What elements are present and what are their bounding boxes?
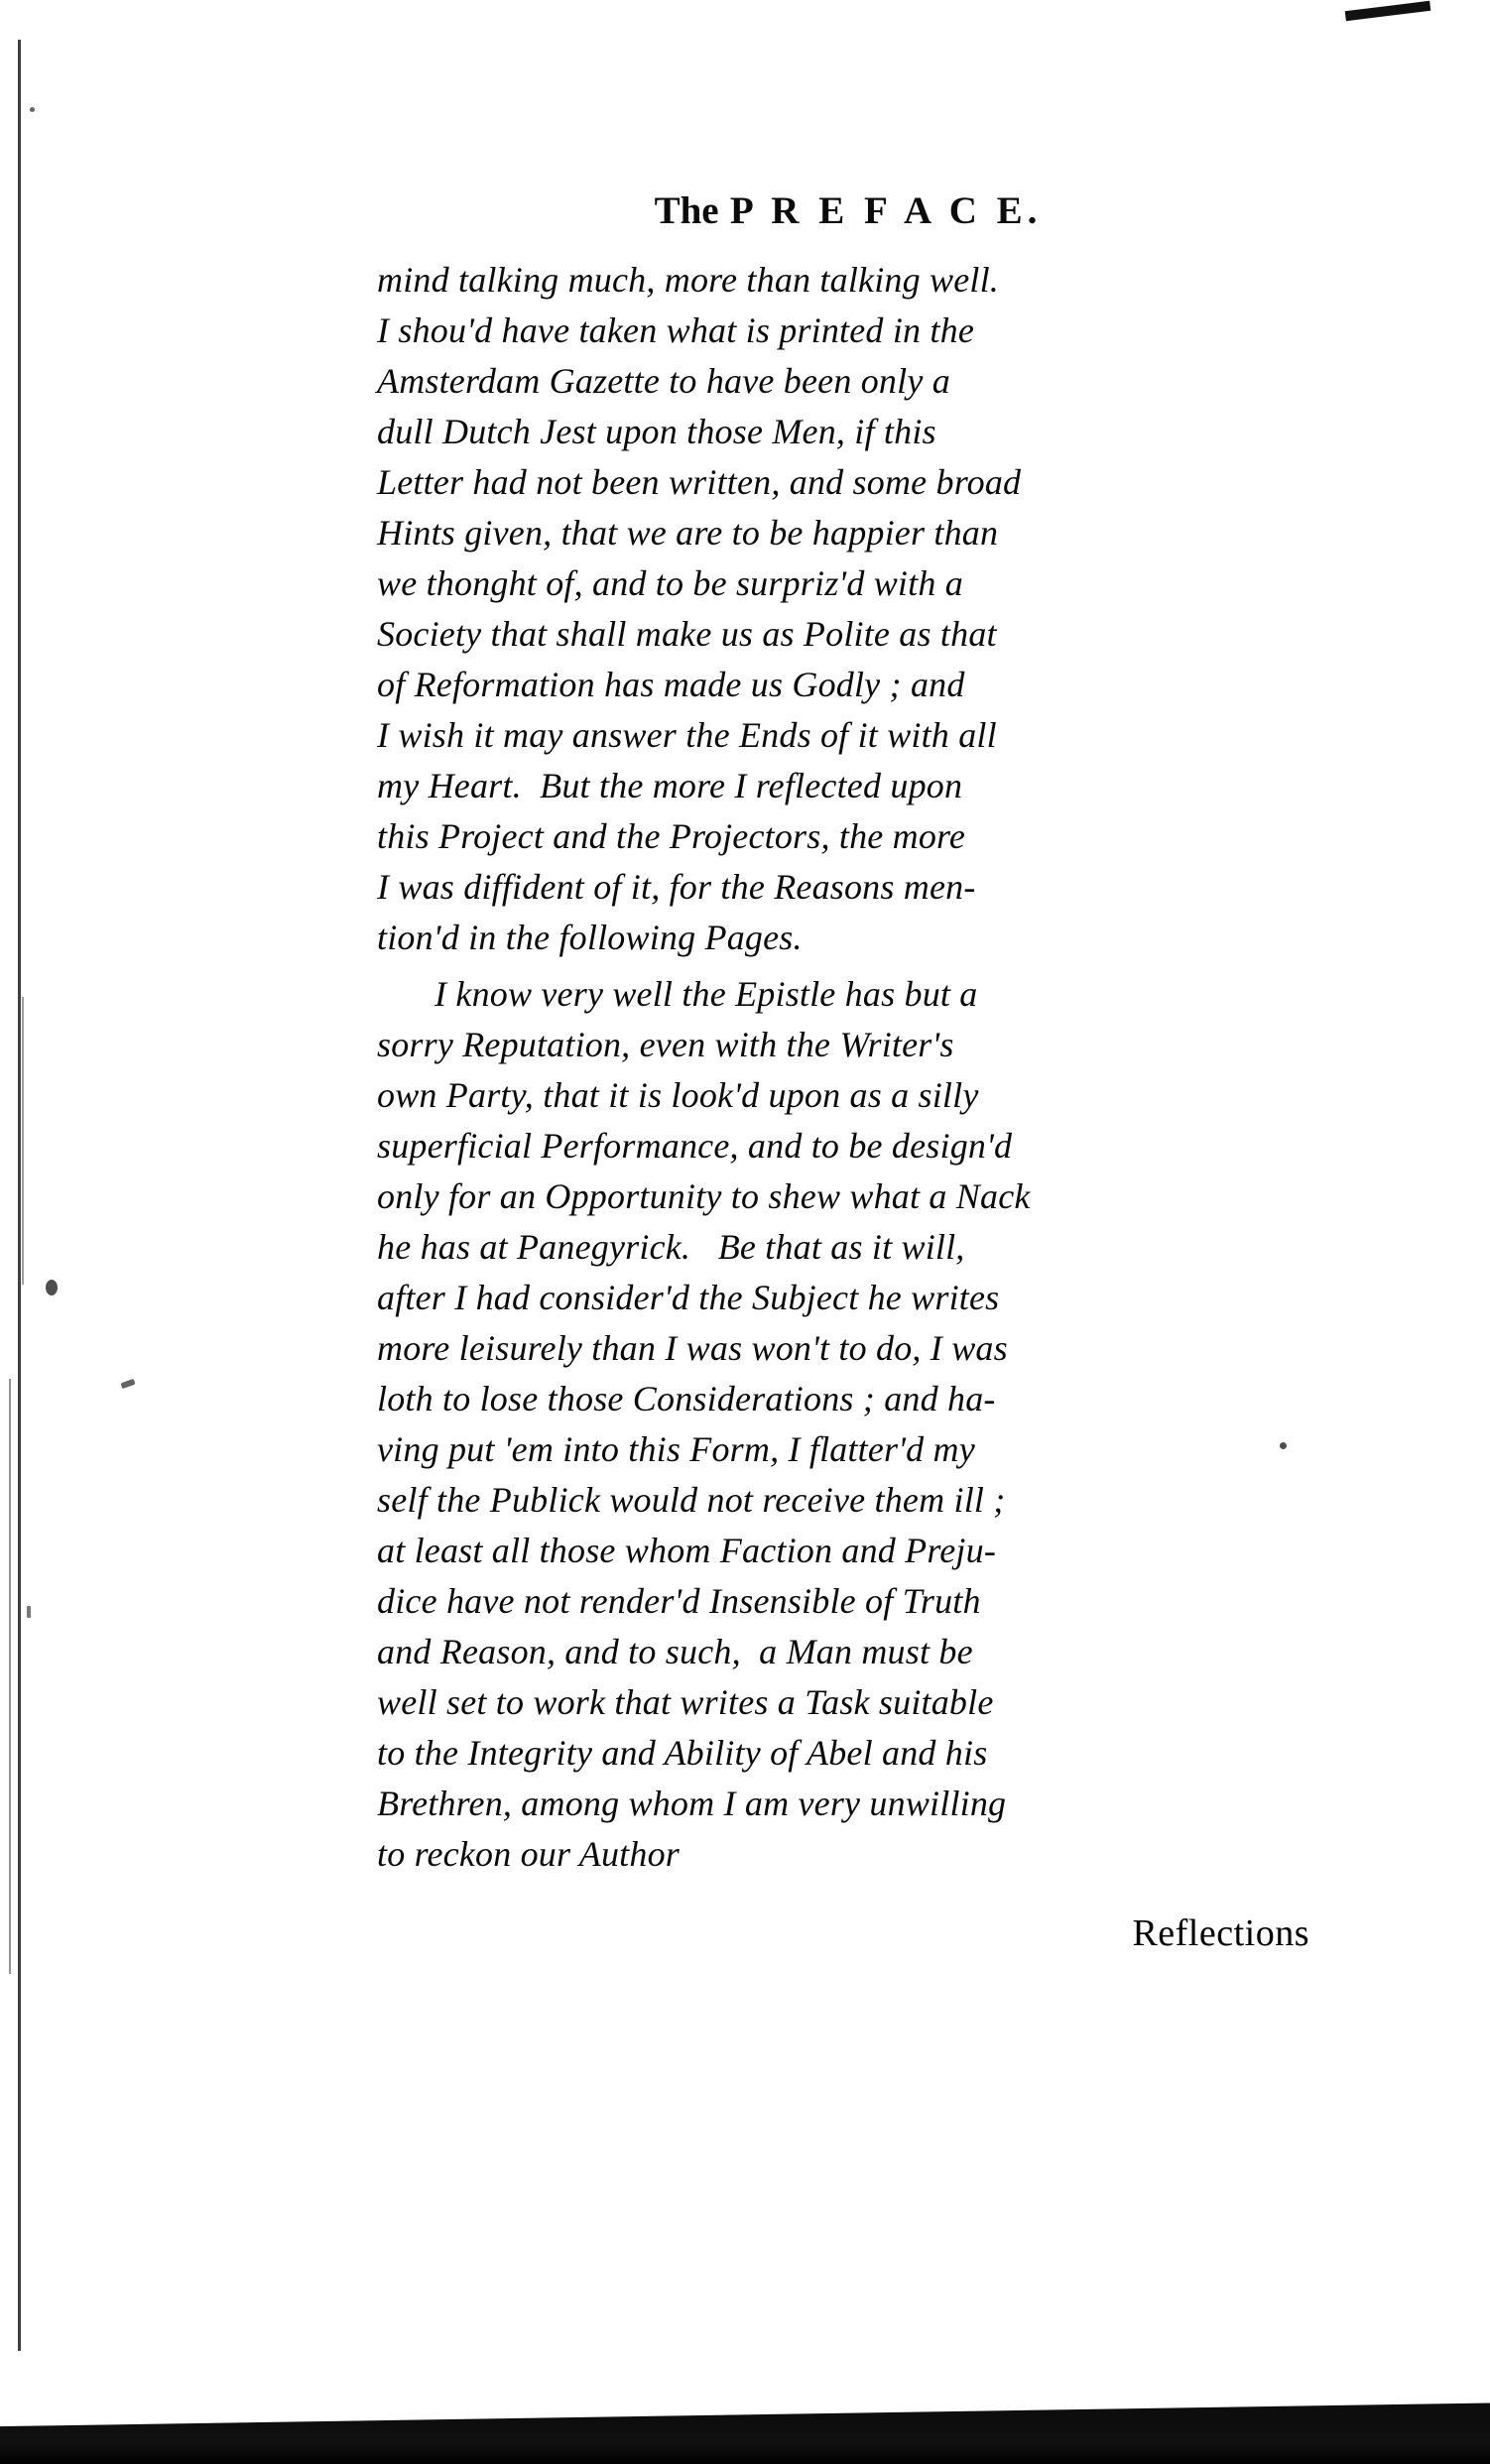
text-line: ving put 'em into this Form, I flatter'd my (377, 1429, 975, 1469)
text-line: I was diffident of it, for the Reasons men- (377, 867, 976, 907)
text-line: to the Integrity and Ability of Abel and his (377, 1733, 988, 1773)
text-line: dice have not render'd Insensible of Truth (377, 1581, 981, 1621)
page-title: P R E F A C E. (729, 189, 1043, 232)
text-line: dull Dutch Jest upon those Men, if this (377, 412, 936, 451)
text-line: this Project and the Projectors, the more (377, 816, 966, 856)
text-line: Society that shall make us as Polite as that (377, 614, 997, 654)
scan-corner-artifact (1345, 1, 1431, 21)
scan-edge-artifact-secondary (9, 1379, 11, 1974)
paragraph-2 (377, 969, 1319, 1880)
catchword: Reflections (1132, 1912, 1309, 1954)
scan-speck (27, 1606, 31, 1618)
text-line: Amsterdam Gazette to have been only a (377, 361, 950, 401)
text-line: I shou'd have taken what is printed in the (377, 310, 975, 350)
scan-speck (30, 107, 35, 112)
text-line: he has at Panegyrick. Be that as it will, (377, 1227, 965, 1267)
running-head (377, 188, 1319, 233)
scan-speck (46, 1280, 58, 1295)
text-line: Brethren, among whom I am very unwilling (377, 1784, 1007, 1823)
text-line: mind talking much, more than talking well. (377, 260, 999, 300)
scan-edge-artifact (18, 40, 21, 2351)
text-line: sorry Reputation, even with the Writer's (377, 1025, 954, 1064)
text-line: after I had consider'd the Subject he writes (377, 1278, 1000, 1317)
text-line: well set to work that writes a Task suitable (377, 1682, 994, 1722)
page-text-block (377, 188, 1319, 1965)
text-line: superficial Performance, and to be design'd (377, 1126, 1013, 1166)
text-line: and Reason, and to such, a Man must be (377, 1632, 973, 1671)
text-line: self the Publick would not receive them ill ; (377, 1480, 1006, 1520)
text-line: Hints given, that we are to be happier than (377, 513, 999, 553)
text-line: more leisurely than I was won't to do, I was (377, 1328, 1008, 1368)
text-line: only for an Opportunity to shew what a Nack (377, 1176, 1031, 1216)
scan-speck (120, 1379, 135, 1389)
paragraph-1 (377, 255, 1319, 963)
text-line: I wish it may answer the Ends of it with all (377, 715, 997, 755)
text-line: to reckon our Author (377, 1834, 680, 1874)
text-line: Letter had not been written, and some broad (377, 462, 1022, 502)
text-line: we thonght of, and to be surpriz'd with a (377, 563, 963, 603)
text-line: my Heart. But the more I reflected upon (377, 766, 963, 805)
text-line: own Party, that it is look'd upon as a silly (377, 1075, 979, 1115)
text-line: of Reformation has made us Godly ; and (377, 665, 965, 704)
scan-edge-artifact-tertiary (22, 997, 24, 1285)
text-line: I know very well the Epistle has but a (435, 974, 978, 1014)
text-line: tion'd in the following Pages. (377, 918, 803, 957)
text-line: at least all those whom Faction and Preju- (377, 1531, 997, 1570)
text-line: loth to lose those Considerations ; and ha- (377, 1379, 996, 1418)
running-head-prefix: The (654, 189, 719, 232)
scan-bottom-shadow (0, 2408, 1490, 2464)
